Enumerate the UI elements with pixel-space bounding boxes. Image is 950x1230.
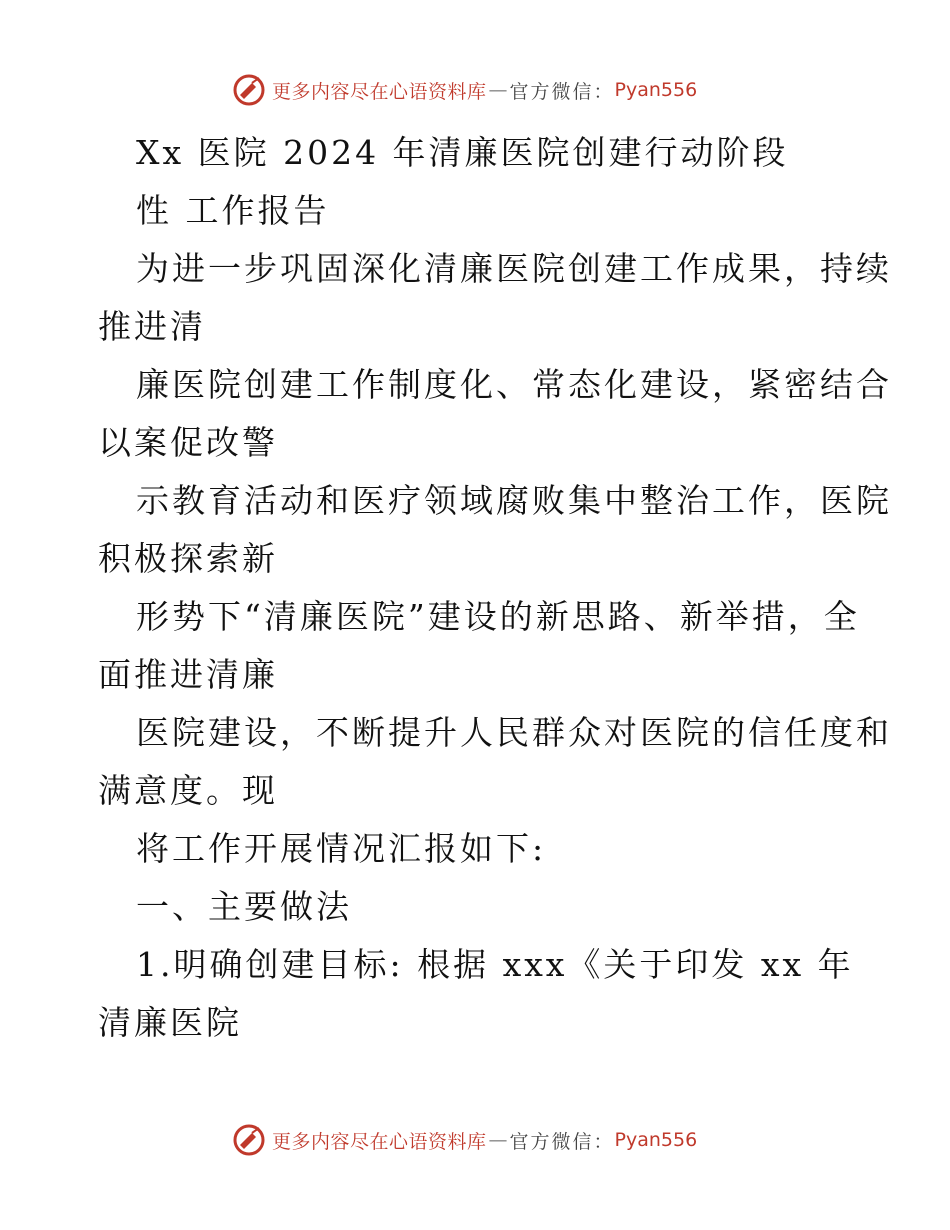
text-line: 形势下“清廉医院”建设的新思路、新举措，全 xyxy=(136,597,860,636)
watermark-brand: 更多内容尽在心语资料库 xyxy=(272,80,487,103)
watermark-official-label: 官方微信： xyxy=(509,1130,615,1153)
text-line: 满意度。现 xyxy=(98,771,278,810)
text-line: 将工作开展情况汇报如下: xyxy=(136,829,547,868)
watermark-wechat-id: Pyan556 xyxy=(614,79,698,101)
footer-watermark xyxy=(232,1120,697,1160)
text-line: 1.明确创建目标: 根据 xxx《关于印发 xx 年 xyxy=(136,945,854,984)
text-line: 为进一步巩固深化清廉医院创建工作成果，持续 xyxy=(136,249,892,288)
header-watermark xyxy=(232,70,697,110)
text-line: 推进清 xyxy=(98,307,206,346)
watermark-wechat-id: Pyan556 xyxy=(614,1129,698,1151)
text-line: 清廉医院 xyxy=(98,1003,242,1042)
text-line: 性 工作报告 xyxy=(136,191,330,230)
text-line: 积极探索新 xyxy=(98,539,278,578)
watermark-separator: — xyxy=(488,79,508,101)
text-line: 示教育活动和医疗领域腐败集中整治工作，医院 xyxy=(136,481,892,520)
document-body xyxy=(98,124,892,1052)
text-line: 面推进清廉 xyxy=(98,655,278,694)
watermark-separator: — xyxy=(488,1129,508,1151)
text-line: 以案促改警 xyxy=(98,423,278,462)
watermark-brand: 更多内容尽在心语资料库 xyxy=(272,1130,487,1153)
text-line: 医院建设，不断提升人民群众对医院的信任度和 xyxy=(136,713,892,752)
text-line: 一、主要做法 xyxy=(136,887,352,926)
watermark-official-label: 官方微信： xyxy=(509,80,615,103)
text-line: Xx 医院 2024 年清廉医院创建行动阶段 xyxy=(136,133,789,172)
quill-logo-icon xyxy=(232,73,266,107)
quill-logo-icon xyxy=(232,1123,266,1157)
text-line: 廉医院创建工作制度化、常态化建设，紧密结合 xyxy=(136,365,892,404)
